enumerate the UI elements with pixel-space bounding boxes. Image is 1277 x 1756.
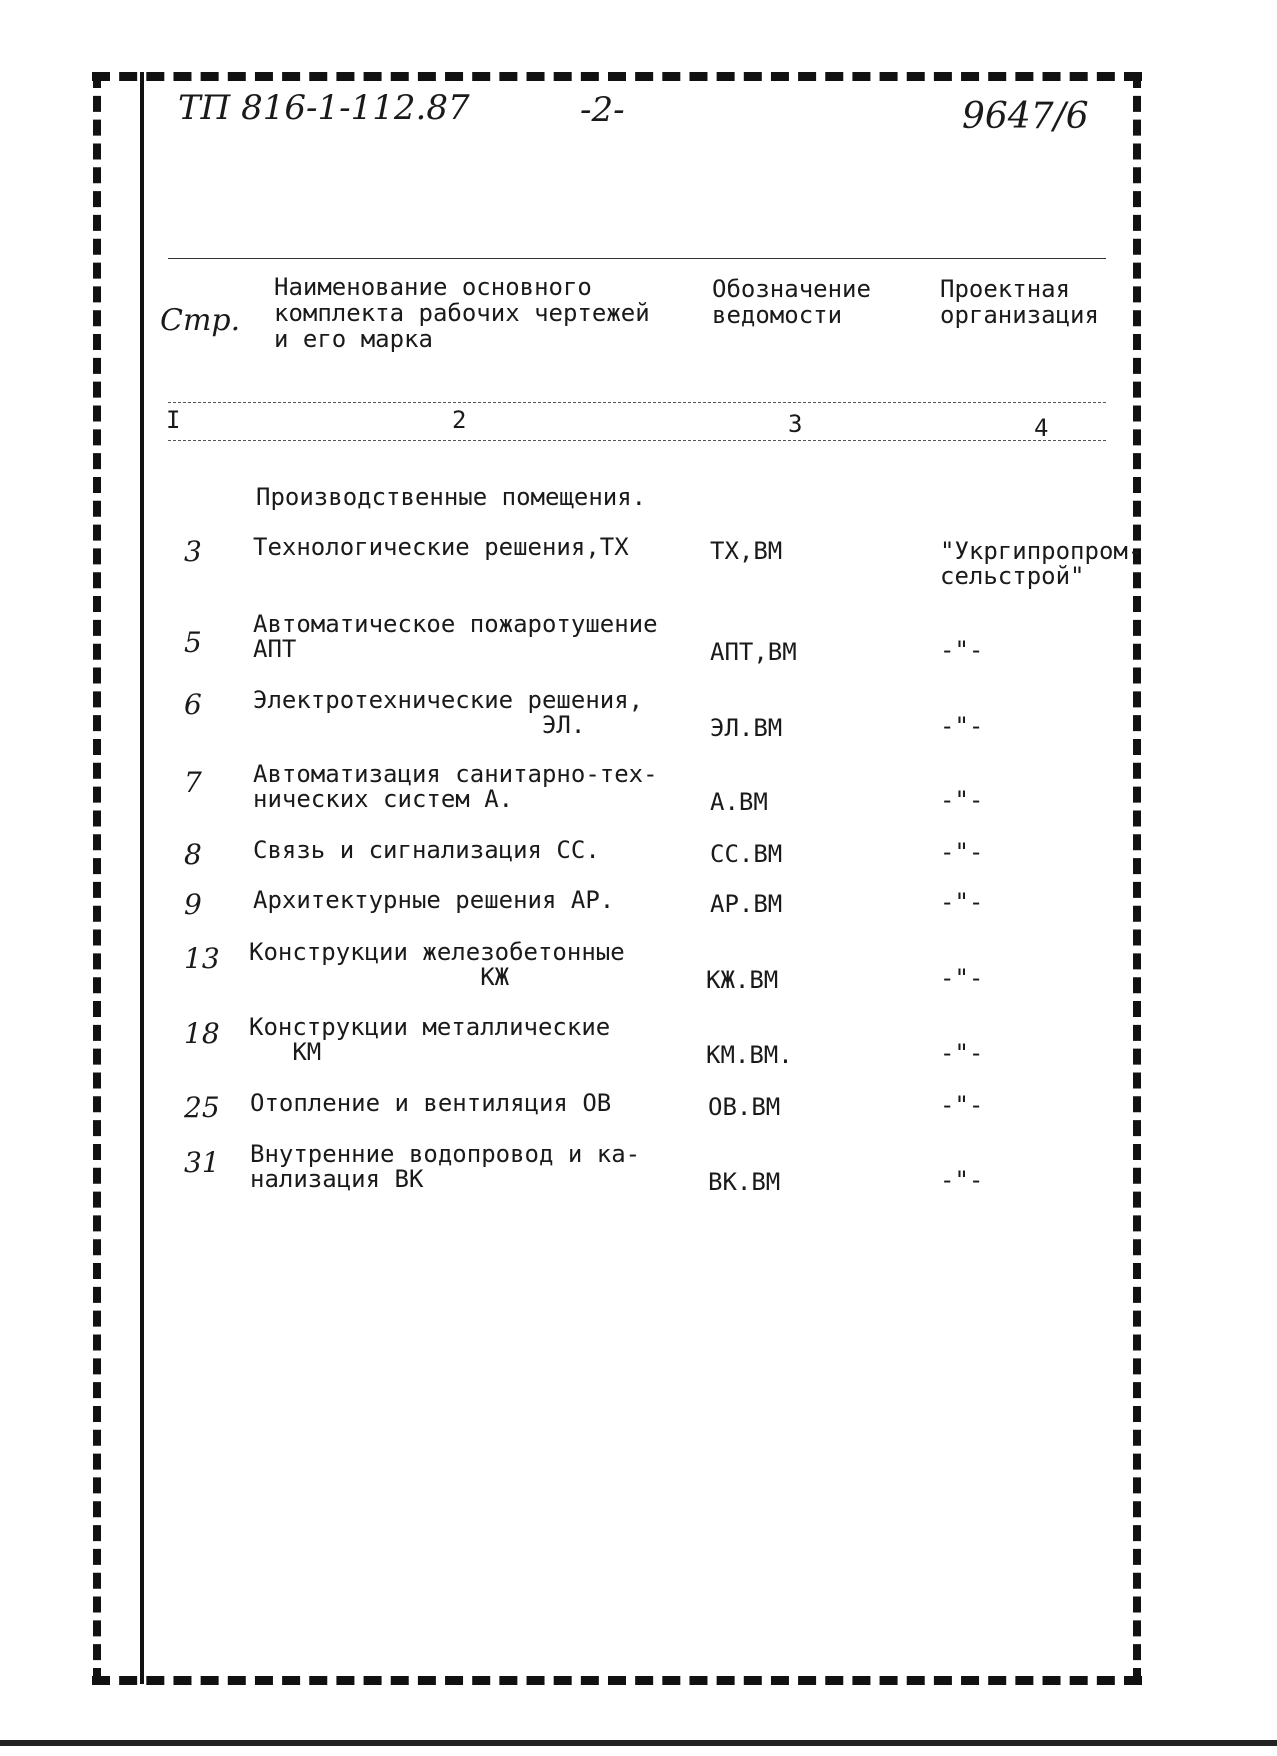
row-designation: А.ВМ — [710, 788, 768, 816]
row-designation: КЖ.ВМ — [706, 966, 779, 994]
table-row — [0, 1140, 1277, 1196]
row-organization: -"- — [940, 888, 984, 916]
row-organization: -"- — [940, 712, 984, 740]
row-page: 13 — [184, 942, 220, 975]
row-name: Конструкции железобетонные КЖ — [249, 938, 625, 991]
row-designation: ВК.ВМ — [708, 1168, 781, 1196]
table-row — [0, 938, 1277, 994]
column-number: 3 — [788, 410, 803, 438]
row-designation: ОВ.ВМ — [708, 1093, 781, 1121]
frame-right-border — [1133, 72, 1141, 1684]
row-organization: -"- — [940, 964, 984, 992]
column-number: 2 — [452, 406, 467, 434]
row-page: 6 — [184, 688, 202, 721]
row-designation: АПТ,ВМ — [710, 638, 797, 666]
table-row — [0, 888, 1277, 928]
header-organization: Проектная организация — [940, 275, 1099, 329]
row-page: 7 — [184, 766, 202, 799]
row-name: Архитектурные решения АР. — [253, 886, 615, 914]
scan-edge — [0, 1740, 1277, 1746]
row-designation: ЭЛ.ВМ — [710, 714, 783, 742]
row-organization: -"- — [940, 1039, 984, 1067]
page-number: -2- — [580, 90, 625, 130]
row-name: Внутренние водопровод и ка- нализация ВК — [250, 1140, 641, 1193]
row-name: Связь и сигнализация СС. — [253, 836, 600, 864]
row-designation: СС.ВМ — [710, 840, 783, 868]
table-row — [0, 1091, 1277, 1131]
frame-left-border — [93, 72, 101, 1684]
header-name: Наименование основного комплекта рабочих чертежей и его марка — [274, 273, 650, 353]
table-row — [0, 1013, 1277, 1069]
row-organization: -"- — [940, 786, 984, 814]
row-designation: АР.ВМ — [710, 890, 783, 918]
row-name: Отопление и вентиляция ОВ — [250, 1089, 612, 1117]
row-organization: -"- — [940, 838, 984, 866]
document-code: ТП 816-1-112.87 — [178, 88, 470, 128]
table-row — [0, 686, 1277, 742]
row-page: 9 — [184, 888, 202, 921]
row-organization: -"- — [940, 1091, 984, 1119]
section-title: Производственные помещения. — [256, 483, 647, 511]
row-name: Конструкции металлические КМ — [249, 1013, 611, 1066]
archive-number: 9647/6 — [962, 96, 1089, 137]
row-page: 5 — [184, 626, 202, 659]
row-designation: КМ.ВМ. — [706, 1041, 793, 1069]
table-row — [0, 533, 1277, 590]
header-bottom-rule — [168, 402, 1106, 403]
row-designation: ТХ,ВМ — [710, 537, 783, 565]
row-page: 18 — [184, 1017, 220, 1050]
column-numbers-rule — [168, 440, 1106, 441]
row-organization: -"- — [940, 1166, 984, 1194]
row-organization: "Укргипропром- сельстрой" — [940, 537, 1143, 590]
row-page: 3 — [184, 535, 202, 568]
row-name: Технологические решения,ТХ — [253, 533, 629, 561]
table-top-rule — [168, 258, 1106, 259]
header-designation: Обозначение ведомости — [712, 275, 871, 329]
frame-top-border — [92, 72, 1142, 81]
row-name: Автоматическое пожаротушение АПТ — [253, 610, 658, 663]
table-row — [0, 610, 1277, 666]
header-page: Стр. — [160, 303, 241, 338]
row-page: 8 — [184, 838, 202, 871]
column-number: 4 — [1034, 414, 1049, 442]
row-name: Электротехнические решения, ЭЛ. — [253, 686, 644, 739]
row-page: 25 — [184, 1091, 220, 1124]
frame-inner-border — [140, 72, 144, 1684]
row-page: 31 — [184, 1146, 220, 1179]
column-number: I — [166, 406, 181, 434]
row-organization: -"- — [940, 636, 984, 664]
table-row — [0, 838, 1277, 878]
row-name: Автоматизация санитарно-тех- нических систем А. — [253, 760, 658, 813]
table-row — [0, 760, 1277, 816]
frame-bottom-border — [92, 1676, 1142, 1685]
